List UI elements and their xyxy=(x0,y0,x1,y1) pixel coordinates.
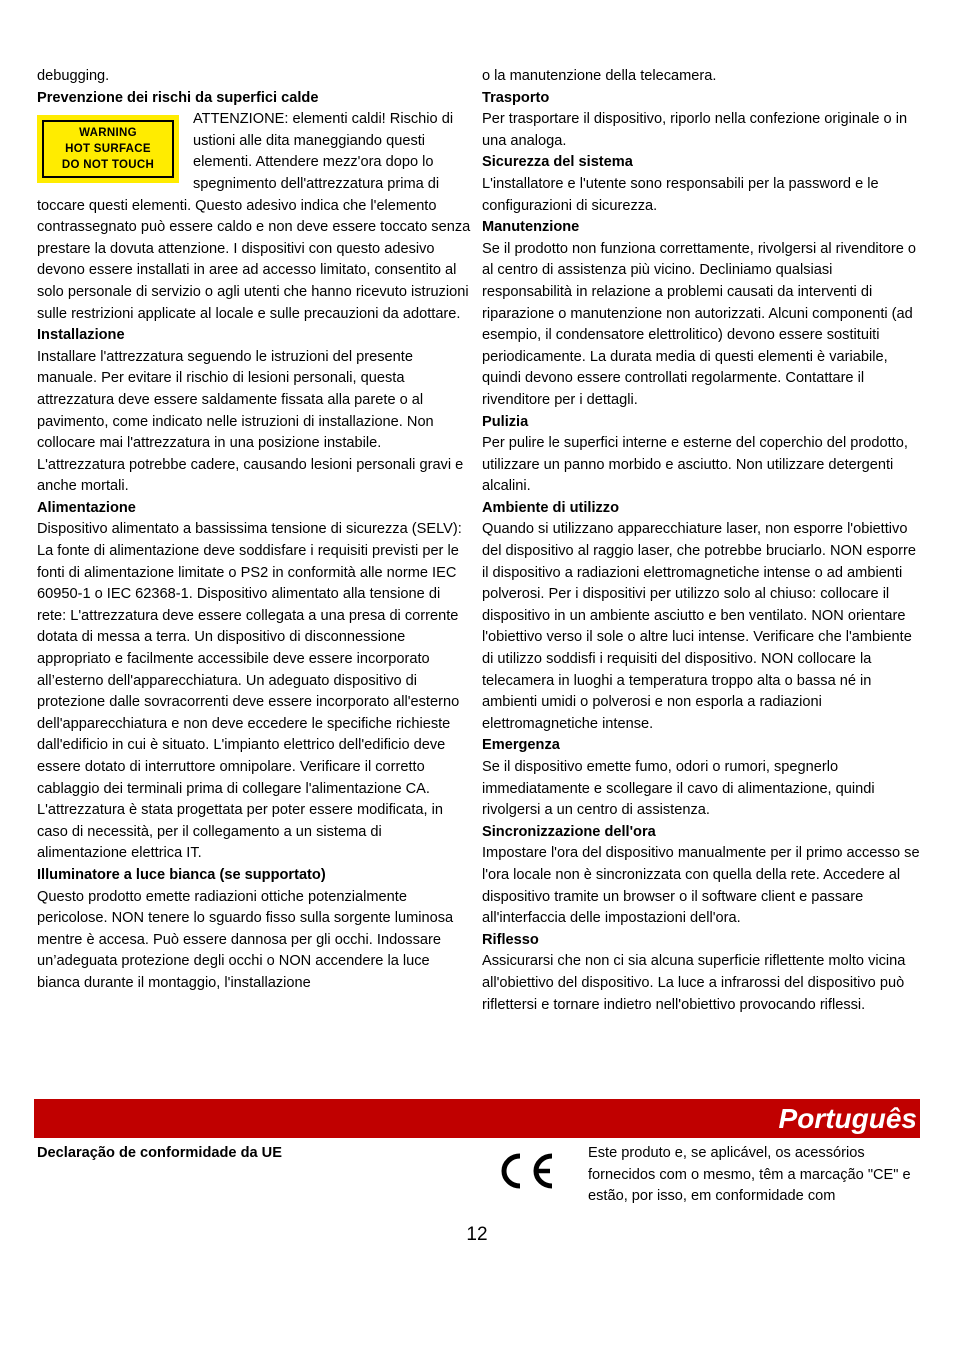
cleaning-heading: Pulizia xyxy=(482,413,529,430)
eu-declaration-heading: Declaração de conformidade da UE xyxy=(37,1145,282,1161)
time-sync-text: Impostare l'ora del dispositivo manualmente per il primo accesso se l'ora locale non è sincronizzata con quella della rete. Accedere al dispositivo tramite un browser o il software client e passare all'interfaccia delle impostazioni dell'ora. xyxy=(482,845,920,927)
time-sync-heading: Sincronizzazione dell'ora xyxy=(482,823,656,840)
warning-label-line2: HOT SURFACE xyxy=(65,143,151,156)
right-intro-text: o la manutenzione della telecamera. xyxy=(482,68,717,84)
system-security-heading: Sicurezza del sistema xyxy=(482,154,633,171)
power-text: Dispositivo alimentato a bassissima tensione di sicurezza (SELV): La fonte di alimentazione deve soddisfare i requisiti previsti per le fonti di alimentazione limitate o PS2 in conformità alle norme IEC 60950-1 o IEC 62368-1. Dispositivo alimentato alla tensione di rete: L'attrezzatura deve essere collegata a una presa di corrente dotata di messa a terra. Un dispositivo di disconnessione appropriato e facilmente accessibile deve essere incorporato all’esterno dell'apparecchiatura. Un adeguato dispositivo di protezione dalle sovracorrenti deve essere incorporato all'esterno dell'apparecchiatura e non deve eccedere le specifiche richieste dall'edificio in cui è situato. L'impianto elettrico dell'edificio deve essere dotato di interruttore omnipolare. Verificare il corretto cablaggio dei terminali prima di collegare l'alimentazione CA. L'attrezzatura è stata progettata per poter essere modificata, in caso di necessità, per il collegamento a un sistema di alimentazione elettrica IT. xyxy=(37,521,462,862)
language-banner-title: Português xyxy=(778,1103,917,1134)
warning-label-line3: DO NOT TOUCH xyxy=(61,159,155,172)
left-column xyxy=(37,66,473,995)
hot-surface-heading: Prevenzione dei rischi da superfici calde xyxy=(37,89,319,106)
environment-heading: Ambiente di utilizzo xyxy=(482,499,620,516)
maintenance-text: Se il prodotto non funziona correttamente, rivolgersi al rivenditore o al centro di assistenza più vicino. Decliniamo qualsiasi responsabilità in relazione a problemi causati da interventi di riparazione o manutenzione non autorizzati. Alcuni componenti (ad esempio, il condensatore elettrolitico) devono essere sostituiti periodicamente. La durata media di questi elementi è variabile, quindi devono essere controllati regolarmente. Contattare il rivenditore per i dettagli. xyxy=(482,240,916,408)
right-column xyxy=(482,66,924,1016)
reflection-text: Assicurarsi che non ci sia alcuna superficie riflettente molto vicina all'obiettivo del dispositivo. La luce a infrarossi del dispositivo può riflettersi e tornare indietro nell'obiettivo provocando riflessi. xyxy=(482,953,906,1013)
page-number: 12 xyxy=(466,1224,488,1245)
system-security-text: L'installatore e l'utente sono responsabili per la password e le configurazioni di sicurezza. xyxy=(482,175,879,214)
emergency-text: Se il dispositivo emette fumo, odori o rumori, spegnerlo immediatamente e scollegare il cavo di alimentazione, quindi rivolgersi a un centro di assistenza. xyxy=(482,759,875,819)
illuminator-heading: Illuminatore a luce bianca (se supportato) xyxy=(37,866,326,883)
ce-mark-icon xyxy=(492,1151,556,1191)
power-heading: Alimentazione xyxy=(37,499,136,516)
transport-text: Per trasportare il dispositivo, riporlo nella confezione originale o in una analoga. xyxy=(482,111,908,149)
warning-label-line1: WARNING xyxy=(79,127,137,140)
left-intro-text: debugging. xyxy=(37,68,110,84)
ce-conformity-text: Este produto e, se aplicável, os acessórios fornecidos com o mesmo, têm a marcação "CE" e estão, por isso, em conformidade com xyxy=(588,1145,911,1205)
installation-heading: Installazione xyxy=(37,327,125,344)
hot-surface-warning-label xyxy=(37,115,179,183)
emergency-heading: Emergenza xyxy=(482,737,560,754)
transport-heading: Trasporto xyxy=(482,89,550,106)
warning-label-frame xyxy=(42,120,174,178)
cleaning-text: Per pulire le superfici interne e esterne del coperchio del prodotto, utilizzare un panno morbido e asciutto. Non utilizzare detergenti alcalini. xyxy=(482,435,908,495)
illuminator-text: Questo prodotto emette radiazioni ottiche potenzialmente pericolose. NON tenere lo sguardo fisso sulla sorgente luminosa mentre è accesa. Può essere dannosa per gli occhi. Indossare un’adeguata protezione degli occhi o NON accendere la luce bianca durante il montaggio, l'installazione xyxy=(37,888,454,991)
installation-text: Installare l'attrezzatura seguendo le istruzioni del presente manuale. Per evitare il rischio di lesioni personali, questa attrezzatura deve essere saldamente fissata alla parete o al pavimento, come indicato nelle istruzioni di installazione. Non collocare mai l'attrezzatura in una posizione instabile. L'attrezzatura potrebbe cadere, causando lesioni personali gravi e anche mortali. xyxy=(37,348,464,495)
language-banner xyxy=(34,1099,920,1138)
reflection-heading: Riflesso xyxy=(482,931,539,948)
hot-surface-text: ATTENZIONE: elementi caldi! Rischio di ustioni alle dita maneggiando questi elementi. Attendere mezz'ora dopo lo spegnimento dell'attrezzatura prima di toccare questi elementi. Questo adesivo indica che l'elemento contrassegnato può essere caldo e non deve essere toccato senza prestare la dovuta attenzione. I dispositivi con questo adesivo devono essere installati in aree ad accesso limitato, consentito al solo personale di servizio o agli utenti che hanno ricevuto istruzioni sulle restrizioni applicate al locale e sulle precauzioni da adottare. xyxy=(37,111,471,322)
maintenance-heading: Manutenzione xyxy=(482,219,580,236)
environment-text: Quando si utilizzano apparecchiature laser, non esporre l'obiettivo del dispositivo al raggio laser, che potrebbe bruciarlo. NON esporre il dispositivo a radiazioni elettromagnetiche intense o ad ambienti polverosi. Per i dispositivi per utilizzo solo al chiuso: collocare il dispositivo in un ambiente asciutto e ben ventilato. NON orientare l'obiettivo verso il sole o altre luci intense. Verificare che l'ambiente di utilizzo soddisfi i requisiti del dispositivo. NON collocare la telecamera in luoghi a temperatura troppo alta o bassa né in ambienti umidi o polverosi e non esporla a radiazioni elettromagnetiche intense. xyxy=(482,521,916,732)
